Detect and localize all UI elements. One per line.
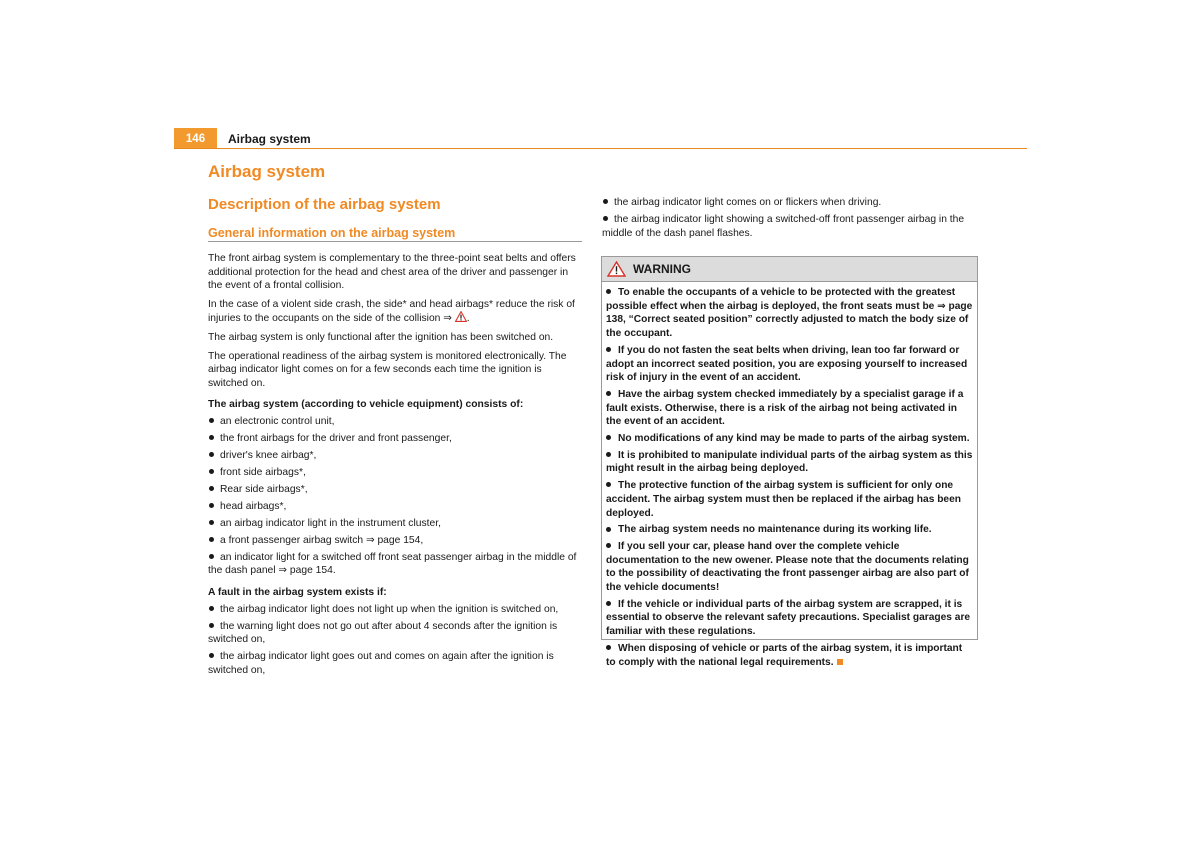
bullet-icon [606,452,611,457]
warning-item-text: If you do not fasten the seat belts when driving, lean too far forward or adopt an incorrect seated position, you are exposing yourself to increased risk of injury in the event of an accident. [606,344,968,384]
right-column [602,196,976,244]
components-list [208,415,582,578]
left-column [208,162,582,681]
list-item [208,483,582,497]
list-item [208,466,582,480]
running-title: Airbag system [228,132,311,146]
list-item-text: the warning light does not go out after about 4 seconds after the ignition is switched on, [208,620,558,646]
fault-list [208,603,582,678]
list-item-text: the airbag indicator light comes on or flickers when driving. [614,197,882,208]
components-lead: The airbag system (according to vehicle equipment) consists of: [208,399,524,411]
list-item [208,650,582,677]
bullet-icon [606,435,611,440]
list-item [208,551,582,578]
list-item-text: the airbag indicator light does not light up when the ignition is switched on, [220,603,559,615]
warning-triangle-icon [607,261,626,277]
warning-item-text: Have the airbag system checked immediately by a specialist garage if a fault exists. Otherwise, there is a risk of the airbag not being activated in the event of an accident. [606,388,964,428]
bullet-icon [603,216,608,221]
warning-item-text: It is prohibited to manipulate individual parts of the airbag system as this might result in the airbag being deployed. [606,449,973,475]
bullet-icon [209,606,214,611]
list-item [208,500,582,514]
warning-box [601,256,978,668]
paragraph-monitoring: The operational readiness of the airbag system is monitored electronically. The airbag indicator light comes on for a few seconds each time the ignition is switched on. [208,350,567,389]
list-item-text: an airbag indicator light in the instrument cluster, [220,517,441,529]
fault-lead: A fault in the airbag system exists if: [208,587,387,598]
bullet-icon [606,391,611,396]
list-item-text: Rear side airbags*, [220,483,308,495]
paragraph-side-crash-end: . [466,313,470,325]
bullet-icon [209,653,214,658]
list-item-text: the airbag indicator light goes out and comes on again after the ignition is switched on, [208,651,554,676]
warning-item [606,344,973,385]
bullet-icon [209,503,214,508]
warning-header [602,257,977,282]
bullet-icon [209,554,214,559]
warning-item [606,642,973,669]
list-item-text: a front passenger airbag switch ⇒ page 154, [220,534,424,546]
paragraph-side-crash [208,298,582,326]
page-number: 146 [174,128,217,148]
subsection-title: General information on the airbag system [208,226,582,242]
list-item [602,196,976,210]
chapter-title: Airbag system [208,162,326,181]
bullet-icon [209,486,214,491]
list-item [208,603,582,617]
warning-item-text: If the vehicle or individual parts of the airbag system are scrapped, it is essential to observe the relevant safety precautions. Specialist garages are familiar with these regulations. [606,598,971,638]
list-item-text: head airbags*, [220,500,287,512]
warning-item-text: If you sell your car, please hand over the complete vehicle documentation to the new owener. Please note that the documents relating to the possibility of deactivating the front passenger airbag are also part of the vehicle documents! [606,540,969,594]
list-item [602,213,976,240]
bullet-icon [209,418,214,423]
list-item [208,534,582,548]
warning-item [606,388,973,429]
list-item [208,517,582,531]
warning-title: WARNING [633,262,691,276]
paragraph-side-crash-text: In the case of a violent side crash, the side* and head airbags* reduce the risk of injuries to the occupants on the side of the collision ⇒ [208,298,575,325]
warning-body [602,282,977,669]
list-item-text: an electronic control unit, [220,415,335,427]
bullet-icon [209,520,214,525]
warning-item-text: The protective function of the airbag system is sufficient for only one accident. The airbag system must then be replaced if the airbag has been deployed. [606,480,961,519]
warning-item [606,432,973,446]
bullet-icon [606,601,611,606]
bullet-icon [209,452,214,457]
warning-item-text: To enable the occupants of a vehicle to be protected with the greatest possible effect when the airbag is deployed, the front seats must be ⇒ page 138, “Correct seated position” correctly adjusted to match the body size of the occupant. [606,287,973,340]
list-item [208,620,582,647]
bullet-icon [606,482,611,487]
warning-item-text: No modifications of any kind may be made to parts of the airbag system. [618,433,970,445]
fault-list-continued [602,196,976,240]
warning-item-text: The airbag system needs no maintenance during its working life. [618,524,932,536]
bullet-icon [603,199,608,204]
list-item [208,415,582,429]
bullet-icon [606,543,611,548]
warning-triangle-icon[interactable] [455,311,467,322]
list-item-text: the airbag indicator light showing a switched-off front passenger airbag in the middle of the dash panel flashes. [602,213,965,239]
list-item-text: the front airbags for the driver and front passenger, [220,432,452,444]
warning-item [606,523,973,537]
list-item-text: an indicator light for a switched off front seat passenger airbag in the middle of the dash panel ⇒ page 154. [208,551,577,577]
warning-item [606,479,973,520]
paragraph-intro: The front airbag system is complementary to the three-point seat belts and offers additional protection for the head and chest area of the driver and passenger in the event of a frontal collision. [208,253,576,292]
bullet-icon [606,527,611,532]
warning-item [606,598,973,639]
warning-item [606,540,973,595]
list-item-text: driver's knee airbag*, [220,449,317,461]
list-item-text: front side airbags*, [220,466,306,478]
bullet-icon [606,645,611,650]
list-item [208,432,582,446]
bullet-icon [209,623,214,628]
warning-item [606,449,973,476]
end-mark-icon [837,659,843,665]
bullet-icon [209,469,214,474]
warning-item [606,286,973,341]
bullet-icon [606,289,611,294]
paragraph-ignition: The airbag system is only functional after the ignition has been switched on. [208,331,554,343]
warning-item-text: When disposing of vehicle or parts of the airbag system, it is important to comply with the national legal requirements. [606,642,963,668]
section-title: Description of the airbag system [208,196,441,213]
bullet-icon [209,435,214,440]
list-item [208,449,582,463]
bullet-icon [606,347,611,352]
page-header [174,128,1027,149]
bullet-icon [209,537,214,542]
